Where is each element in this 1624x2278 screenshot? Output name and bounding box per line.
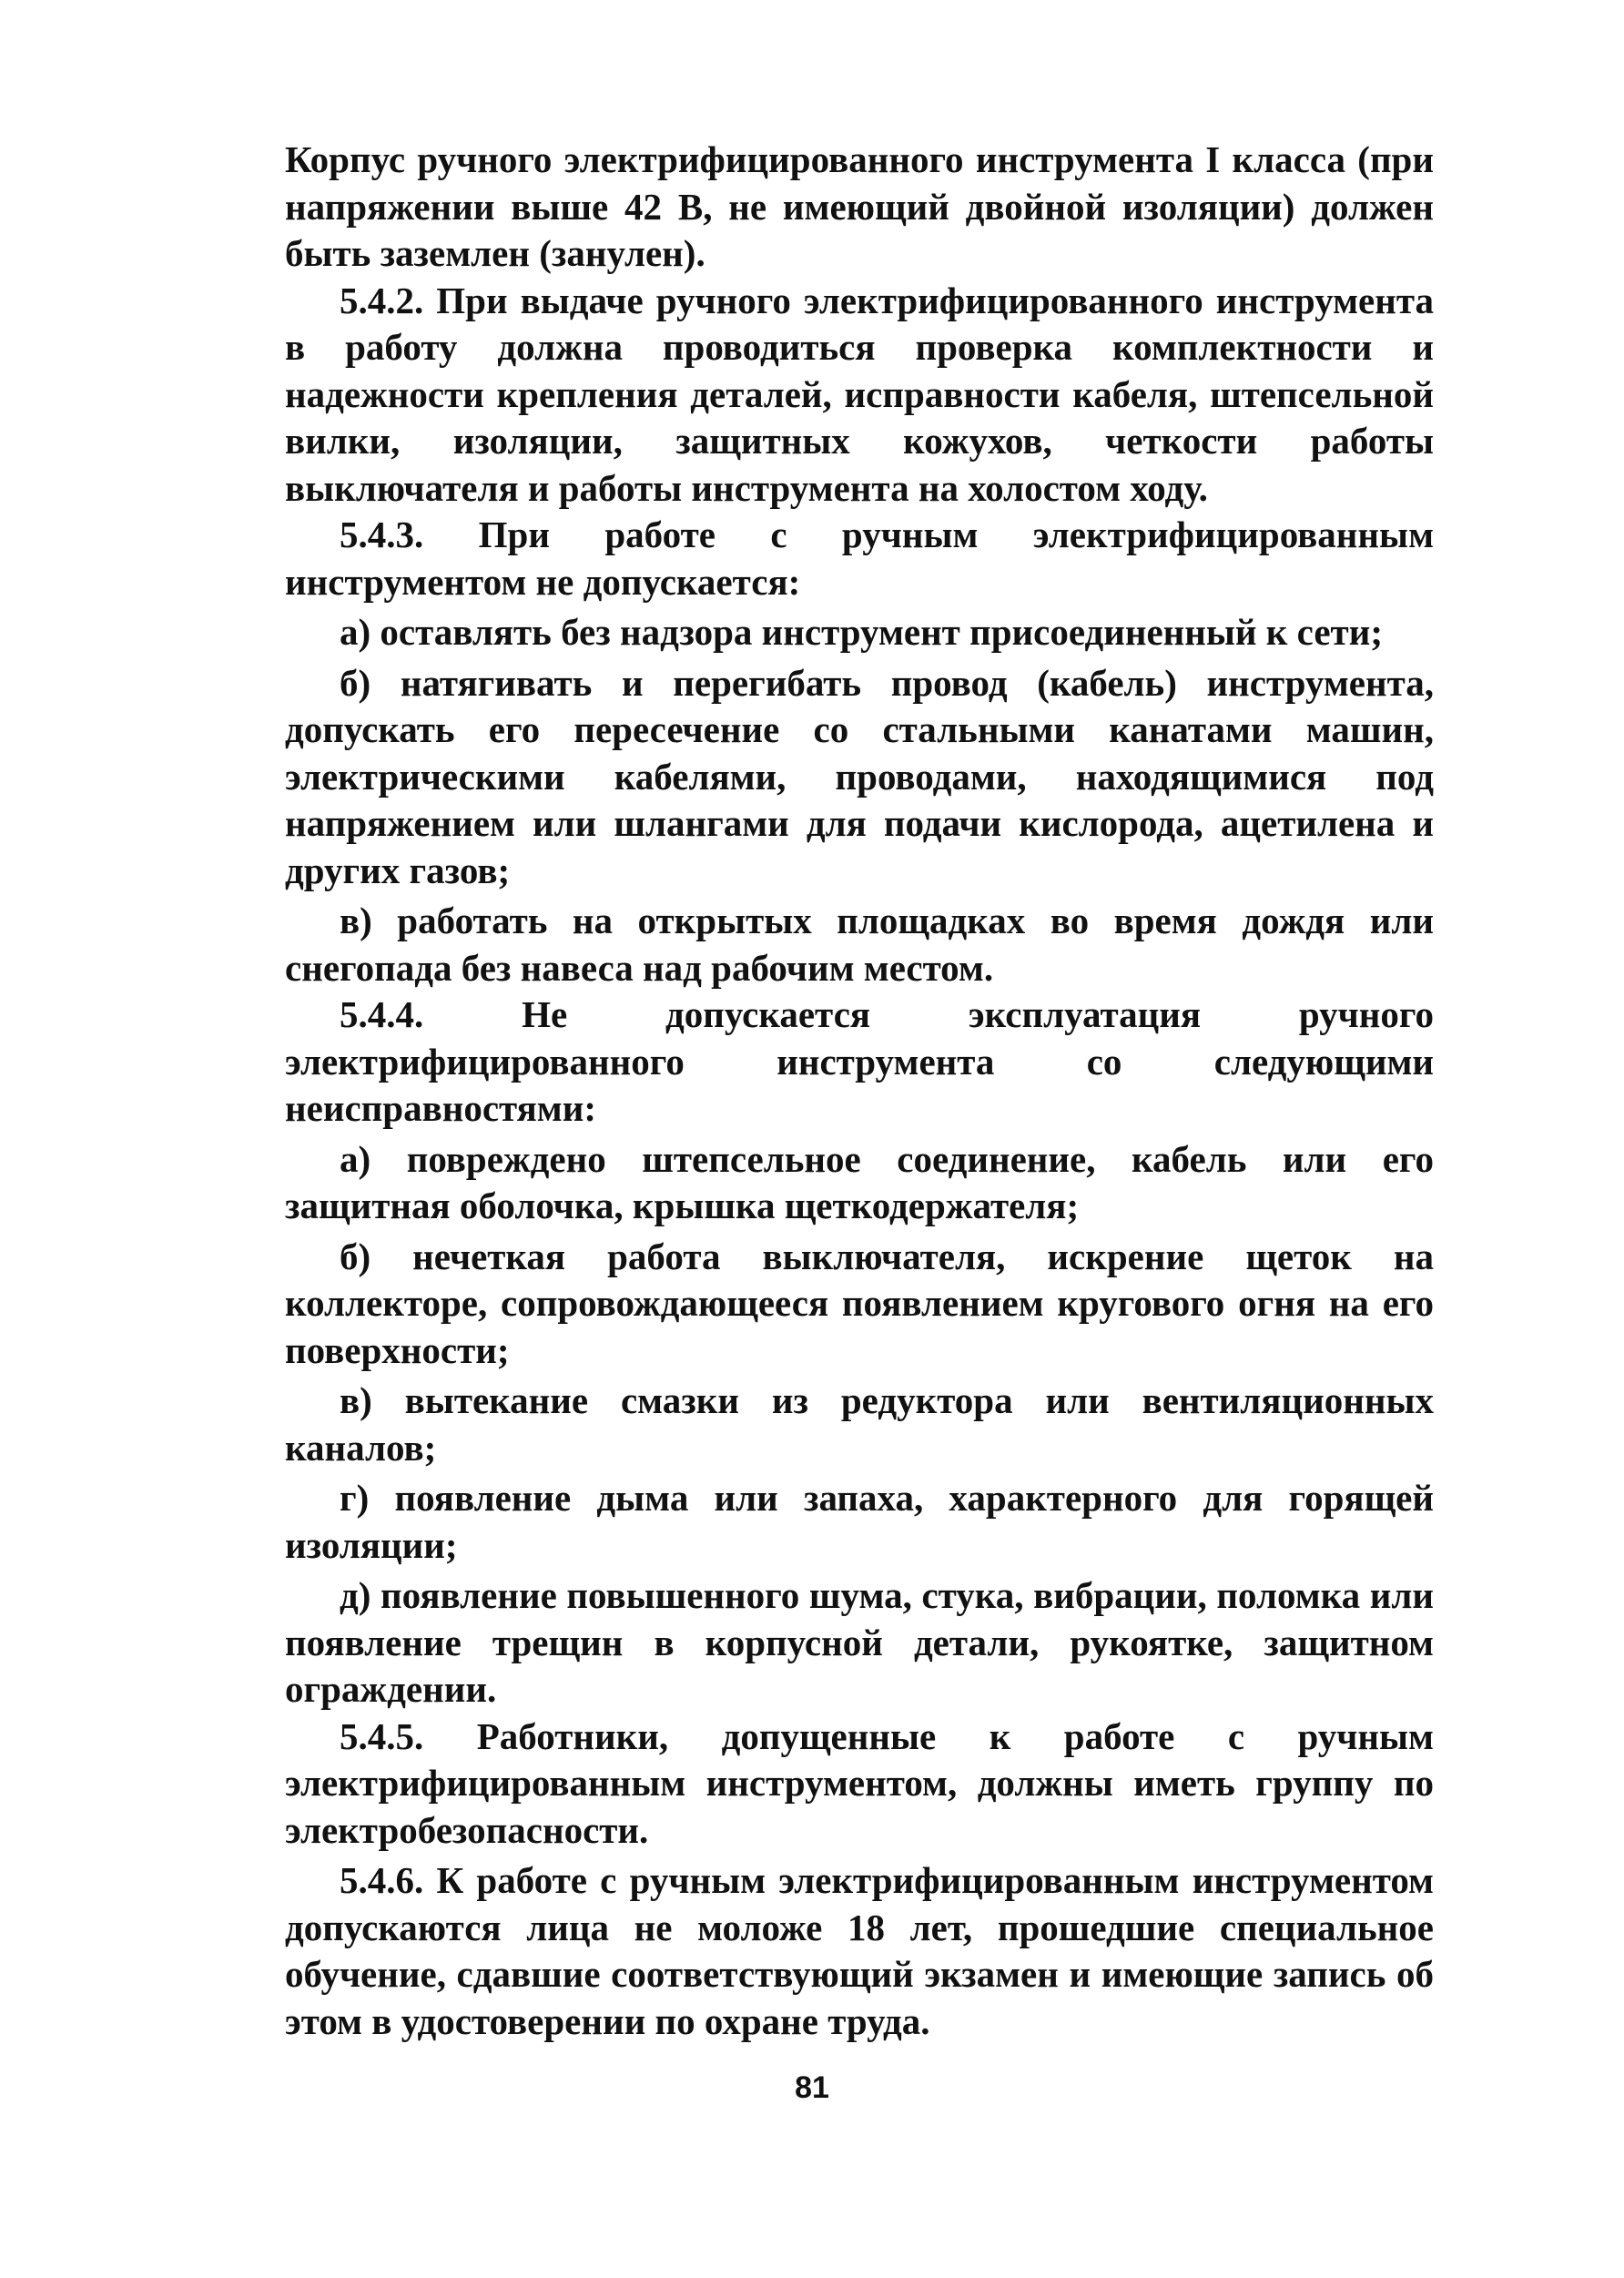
list-item-5-4-4-b: б) нечеткая работа выключателя, искрение щеток на коллекторе, сопровождающееся появлением кругового огня на его поверхности;: [285, 1235, 1434, 1371]
paragraph-5-4-2: 5.4.2. При выдаче ручного электрифицированного инструмента в работу должна проводиться проверка комплектности и надежности крепления деталей, исправности кабеля, штепсельной вилки, изоляции, защитных кожухов, четкости работы выключателя и работы инструмента на холостом ходу.: [285, 279, 1434, 509]
list-item-5-4-4-v: в) вытекание смазки из редуктора или вентиляционных каналов;: [285, 1379, 1434, 1469]
list-item-5-4-4-a: а) повреждено штепсельное соединение, кабель или его защитная оболочка, крышка щеткодержателя;: [285, 1137, 1434, 1226]
paragraph-5-4-4: 5.4.4. Не допускается эксплуатация ручного электрифицированного инструмента со следующими неисправностями:: [285, 993, 1434, 1129]
list-item-5-4-4-d: д) появление повышенного шума, стука, вибрации, поломка или появление трещин в корпусной детали, рукоятке, защитном ограждении.: [285, 1574, 1434, 1710]
page-number: 81: [795, 2070, 829, 2105]
paragraph-5-4-3: 5.4.3. При работе с ручным электрифицированным инструментом не допускается:: [285, 514, 1434, 603]
paragraph-5-4-5: 5.4.5. Работники, допущенные к работе с ручным электрифицированным инструментом, должны иметь группу по электробезопасности.: [285, 1714, 1434, 1851]
list-item-5-4-4-g: г) появление дыма или запаха, характерного для горящей изоляции;: [285, 1477, 1434, 1566]
list-item-5-4-3-v: в) работать на открытых площадках во время дождя или снегопада без навеса над рабочим местом.: [285, 900, 1434, 989]
list-item-5-4-3-b: б) натягивать и перегибать провод (кабель) инструмента, допускать его пересечение со стальными канатами машин, электрическими кабелями, проводами, находящимися под напряжением или шлангами для подачи кислорода, ацетилена и других газов;: [285, 661, 1434, 891]
list-item-5-4-3-a: а) оставлять без надзора инструмент присоединенный к сети;: [340, 611, 1383, 653]
paragraph-continuation-housing-grounding: Корпус ручного электрифицированного инструмента I класса (при напряжении выше 42 В, не имеющий двойной изоляции) должен быть заземлен (занулен).: [285, 138, 1434, 274]
body-text: [285, 137, 1434, 2045]
paragraph-5-4-6: 5.4.6. К работе с ручным электрифицированным инструментом допускаются лица не моложе 18 лет, прошедшие специальное обучение, сдавшие соответствующий экзамен и имеющие запись об этом в удостоверении по охране труда.: [285, 1859, 1434, 2042]
